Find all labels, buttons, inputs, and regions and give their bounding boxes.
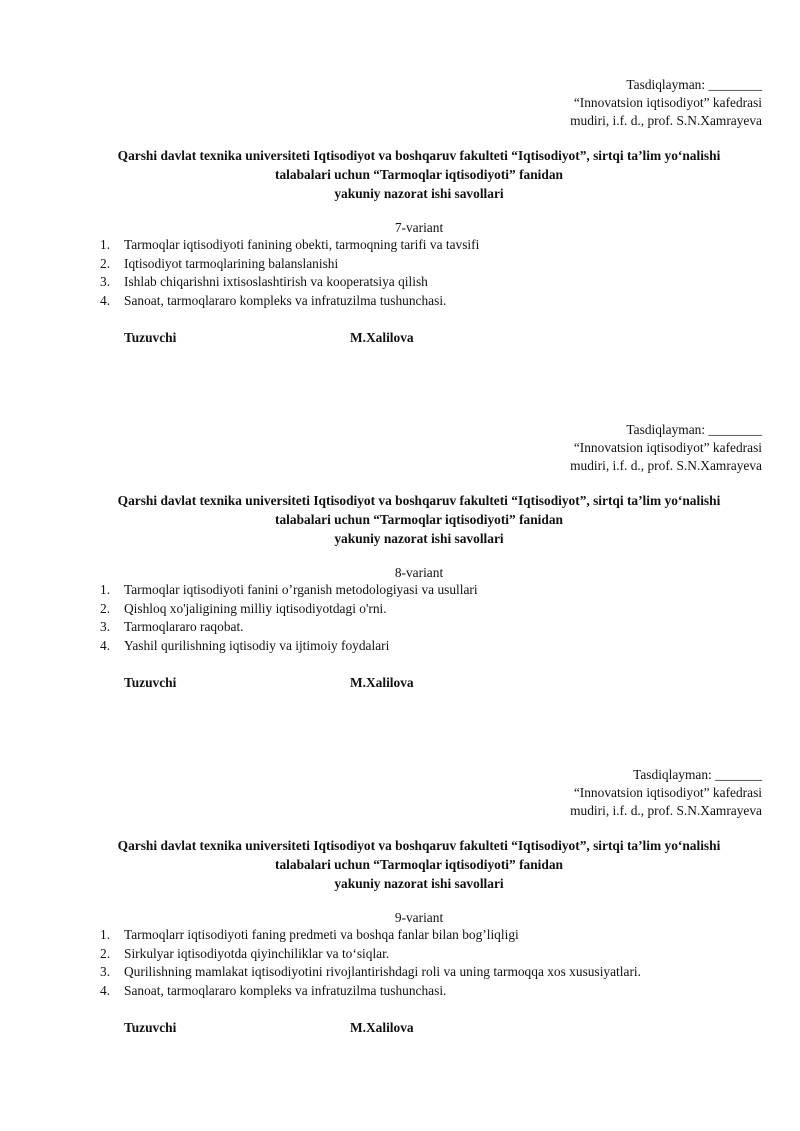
variant-label: 8-variant [394,565,444,580]
heading-line-3: yakuniy nazorat ishi savollari [334,876,504,891]
question-item [92,581,478,600]
question-number: 4. [100,982,111,998]
variant-label: 7-variant [394,220,444,235]
question-text: Sanoat, tarmoqlararo kompleks va infratuzilma tushunchasi. [124,982,447,998]
approval-head: mudiri, i.f. d., prof. S.N.Xamrayeva [570,458,762,473]
signature-blank: _______ [715,767,762,782]
question-item [92,963,641,982]
signature-blank: ________ [708,422,762,437]
heading-line-2: talabalari uchun “Tarmoqlar iqtisodiyoti” fanidan [275,167,563,182]
signature-blank: ________ [708,77,762,92]
question-text: Ishlab chiqarishni ixtisoslashtirish va kooperatsiya qilish [124,274,428,289]
question-item [92,637,478,656]
heading-line-3: yakuniy nazorat ishi savollari [334,531,504,546]
compiler-name: M.Xalilova [350,330,414,345]
question-number: 1. [100,582,111,597]
compiler-role: Tuzuvchi [124,675,177,690]
compiler-role: Tuzuvchi [124,330,177,345]
approval-label: Tasdiqlayman: [633,767,712,782]
question-text: Tarmoqlarr iqtisodiyoti faning predmeti va boshqa fanlar bilan bog’liqligi [124,927,519,942]
question-number: 3. [100,619,111,634]
approval-label: Tasdiqlayman: [626,77,706,92]
question-number: 2. [100,255,111,271]
approval-stamp [570,76,762,130]
heading-line-2: talabalari uchun “Tarmoqlar iqtisodiyoti” fanidan [275,857,563,872]
approval-line-1 [570,421,762,439]
approval-department: “Innovatsion iqtisodiyot” kafedrasi [573,785,762,800]
approval-line-1 [570,76,762,94]
question-item [92,273,479,292]
heading-line-1: Qarshi davlat texnika universiteti Iqtisodiyot va boshqaruv fakulteti “Iqtisodiyot”, sirtqi ta’lim yo‘nalishi [117,148,721,163]
question-item [92,292,479,311]
question-text: Sanoat, tarmoqlararo kompleks va infratuzilma tushunchasi. [124,292,447,308]
question-list [92,581,478,655]
question-list [92,236,479,310]
compiler-name: M.Xalilova [350,1020,414,1035]
approval-department: “Innovatsion iqtisodiyot” kafedrasi [573,95,762,110]
question-text: Yashil qurilishning iqtisodiy va ijtimoiy foydalari [124,637,390,653]
approval-head: mudiri, i.f. d., prof. S.N.Xamrayeva [570,113,762,128]
question-number: 1. [100,237,111,252]
heading-line-1: Qarshi davlat texnika universiteti Iqtisodiyot va boshqaruv fakulteti “Iqtisodiyot”, sirtqi ta’lim yo‘nalishi [117,838,721,853]
exam-heading [0,146,800,203]
heading-line-1: Qarshi davlat texnika universiteti Iqtisodiyot va boshqaruv fakulteti “Iqtisodiyot”, sirtqi ta’lim yo‘nalishi [117,493,721,508]
question-text: Tarmoqlar iqtisodiyoti fanini o’rganish metodologiyasi va usullari [124,582,478,597]
heading-line-3: yakuniy nazorat ishi savollari [334,186,504,201]
variant-label: 9-variant [394,910,444,925]
question-number: 1. [100,927,111,942]
question-number: 2. [100,600,111,616]
question-text: Qurilishning mamlakat iqtisodiyotini rivojlantirishdagi roli va uning tarmoqqa xos xususiyatlari. [124,964,641,979]
question-item [92,926,641,945]
question-text: Tarmoqlararo raqobat. [124,619,244,634]
approval-label: Tasdiqlayman: [626,422,706,437]
question-item [92,945,641,964]
exam-heading [0,836,800,893]
exam-heading [0,491,800,548]
compiler-role: Tuzuvchi [124,1020,177,1035]
question-text: Iqtisodiyot tarmoqlarining balanslanishi [124,255,339,271]
question-item [92,618,478,637]
question-text: Qishloq xo'jaligining milliy iqtisodiyotdagi o'rni. [124,600,387,616]
question-number: 4. [100,637,111,653]
question-text: Sirkulyar iqtisodiyotda qiyinchiliklar va to‘siqlar. [124,945,390,961]
question-number: 4. [100,292,111,308]
question-number: 2. [100,945,111,961]
approval-stamp [570,766,762,820]
question-list [92,926,641,1000]
approval-stamp [570,421,762,475]
question-text: Tarmoqlar iqtisodiyoti fanining obekti, tarmoqning tarifi va tavsifi [124,237,480,252]
question-number: 3. [100,274,111,289]
approval-line-1 [570,766,762,784]
question-item [92,600,478,619]
approval-head: mudiri, i.f. d., prof. S.N.Xamrayeva [570,803,762,818]
question-number: 3. [100,964,111,979]
approval-department: “Innovatsion iqtisodiyot” kafedrasi [573,440,762,455]
question-item [92,236,479,255]
heading-line-2: talabalari uchun “Tarmoqlar iqtisodiyoti” fanidan [275,512,563,527]
question-item [92,982,641,1001]
compiler-name: M.Xalilova [350,675,414,690]
question-item [92,255,479,274]
